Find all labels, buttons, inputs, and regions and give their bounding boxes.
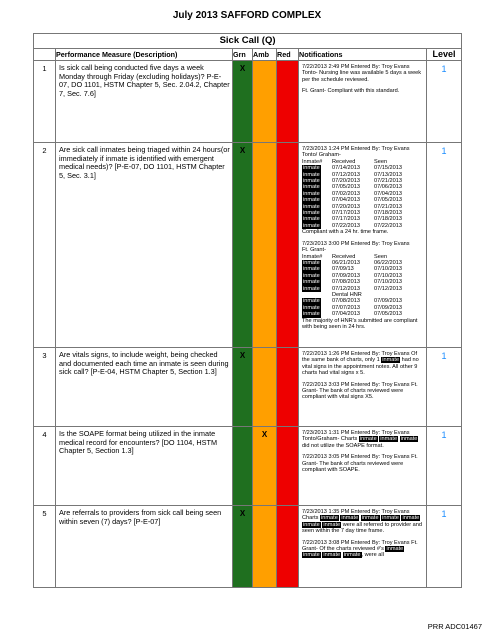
redaction: inmate (303, 304, 320, 311)
notifications: 7/22/2013 1:26 PM Entered By: Troy Evans Of the same bank of charts, only 1 inmate had no vital signs in the appointment notes. All other 9 charts had vital signs x 5. 7/22/2013 3:03 PM Entered By: Troy Evans Ft. Grant- The bank of charts reviewed were compliant with vital signs X5. (299, 348, 427, 427)
red-cell (277, 348, 299, 427)
level-value: 1 (427, 348, 462, 427)
red-header: Red (277, 49, 299, 61)
triage-row: inmate 07/20/2013 07/21/2013 (303, 178, 402, 185)
grn-cell (233, 427, 253, 506)
notifications: 7/23/2013 1:35 PM Entered By: Troy Evans Charts inmate inmate inmate inmate inmate inmate inmate were all referred to provider and seen within the 7 day time frame. 7/22/2013 3:08 PM Entered By: Troy Evans Ft. Grant- Of the charts reviewed #'s inmate inmate inmate inmate, were all (299, 506, 427, 588)
grn-cell: X (233, 506, 253, 588)
grn-cell: X (233, 61, 253, 143)
level-value: 1 (427, 427, 462, 506)
triage-row: inmate 07/05/2013 07/06/2013 (303, 184, 402, 191)
row-number: 4 (34, 427, 56, 506)
grn-cell: X (233, 348, 253, 427)
page-title: July 2013 SAFFORD COMPLEX (172, 10, 322, 21)
redaction: inmate (303, 311, 320, 318)
measure-description: Are referrals to providers from sick call being seen within seven (7) days? [P-E-07] (56, 506, 233, 588)
redaction: inmate (303, 165, 320, 172)
notifications: 7/22/2013 2:49 PM Entered By: Troy Evans Tonto- Nursing line was available 5 days a week per the schedule reviewed. Ft. Grant- Compliant with this standard. (299, 61, 427, 143)
num-header (34, 49, 56, 61)
level-value: 1 (427, 506, 462, 588)
triage-row: inmate 07/22/2013 07/22/2013 (303, 222, 402, 229)
redaction: inmate (303, 259, 320, 266)
triage-row: inmate 07/20/2013 07/21/2013 (303, 203, 402, 210)
redaction: inmate (303, 279, 320, 286)
redaction: inmate (359, 436, 377, 443)
amb-cell (253, 143, 277, 348)
level-value: 1 (427, 143, 462, 348)
amb-cell (253, 348, 277, 427)
redaction: inmate (303, 210, 320, 217)
triage-row: inmate 07/07/2013 07/09/2013 (303, 304, 402, 311)
triage-row: inmate 07/17/2013 07/18/2013 (303, 210, 402, 217)
triage-table-tonto (302, 165, 423, 229)
redaction: inmate (380, 436, 398, 443)
triage-row: inmate 06/21/2013 06/22/2013 (303, 259, 402, 266)
table-row (34, 61, 462, 143)
notifications: 7/23/2013 1:31 PM Entered By: Troy Evans Tonto/Graham- Charts inmate inmate inmate did not utilize the SOAPE format. 7/22/2013 3:05 PM Entered By: Troy Evans Ft. Grant- The bank of charts reviewed were compliant with SOAPE. (299, 427, 427, 506)
measure-header: Performance Measure (Description) (56, 49, 233, 61)
triage-row: Dental HNR (332, 291, 362, 298)
amb-cell (253, 506, 277, 588)
red-cell (277, 427, 299, 506)
table-row (34, 348, 462, 427)
triage-row: inmate 07/08/2013 07/10/2013 (303, 279, 402, 286)
triage-row: inmate 07/17/2013 07/18/2013 (303, 216, 402, 223)
notes-header: Notifications (299, 49, 427, 61)
amb-header: Amb (253, 49, 277, 61)
measure-description: Is the SOAPE format being utilized in the inmate medical record for encounters? [DO 1104, HSTM Chapter 5, Section 1.3] (56, 427, 233, 506)
triage-row: inmate 07/04/2013 07/05/2013 (303, 197, 402, 204)
triage-table-ftgrant (302, 260, 423, 318)
redaction: inmate (303, 298, 320, 305)
row-number: 5 (34, 506, 56, 588)
redaction: inmate (303, 222, 320, 229)
row-number: 1 (34, 61, 56, 143)
section-title: Sick Call (Q) (34, 34, 462, 49)
triage-row: inmate 07/12/2013 07/12/2013 (303, 285, 402, 292)
red-cell (277, 506, 299, 588)
red-cell (277, 143, 299, 348)
redaction: inmate (303, 203, 320, 210)
triage-row: inmate 07/02/2013 07/04/2013 (303, 190, 402, 197)
redaction: inmate (382, 357, 400, 364)
bates-number: PRR ADC01467 (427, 622, 482, 631)
grn-header: Grn (233, 49, 253, 61)
redaction: inmate (303, 272, 320, 279)
triage-row: inmate 07/09/2013 07/10/2013 (303, 272, 402, 279)
triage-row: inmate 07/04/2013 07/05/2013 (303, 311, 402, 318)
redaction: inmate (303, 285, 320, 292)
triage-row: inmate 07/12/2013 07/13/2013 (303, 171, 402, 178)
row-number: 3 (34, 348, 56, 427)
measure-description: Are sick call inmates being triaged within 24 hours(or immediately if inmate is identified with emergent medical needs)? [P-E-07, DO 1101, HSTM Chapter 5, Sec. 3.1] (56, 143, 233, 348)
red-cell (277, 61, 299, 143)
redaction: inmate (303, 197, 320, 204)
amb-cell: X (253, 427, 277, 506)
row-number: 2 (34, 143, 56, 348)
redaction: inmate (303, 171, 320, 178)
table-row (34, 143, 462, 348)
triage-row: inmate 07/14/2013 07/15/2013 (303, 165, 402, 172)
triage-row: inmate 07/08/2013 07/09/2013 (303, 298, 402, 305)
redaction: inmate (303, 266, 320, 273)
amb-cell (253, 61, 277, 143)
table-row (34, 427, 462, 506)
measure-description: Are vitals signs, to include weight, being checked and documented each time an inmate is seen during sick call? [P-E-04, HSTM Chapter 5, Section 1.3] (56, 348, 233, 427)
measure-description: Is sick call being conducted five days a week Monday through Friday (excluding holidays)? P-E-07, DO 1101, HSTM Chapter 5, Sec. 2.04.2, Chapter 7, Sec. 7.6] (56, 61, 233, 143)
redaction: inmate (400, 436, 418, 443)
triage-row: inmate 07/09/13 07/10/2013 (303, 266, 402, 273)
notifications: 7/23/2013 1:24 PM Entered By: Troy Evans Tonto/ Graham- Inmate# Received Seen inmate 07/14/2013 07/15/2013 inmate 07/12/2013 07/13/2013 inmate 07/20/2013 07/21/2013 inmate 07/05/2013 07/06/2013 inmate 07/02/2013 07/04/2013 inmate 07/04/2013 07/05/2013 inmate 07/20/2013 07/21/2013 inmate 07/17/2013 07/18/2013 inmate 07/17/2013 07/18/2013 inmate 07/22/2013 07/22/2013 Compliant with a 24 hr. time frame. 7/23/2013 3:00 PM Entered By: Troy Evans Ft. Grant- Inmate# Received Seen inmate 06/21/2013 06/22/2013 inmate 07/09/13 07/10/2013 inmate 07/09/2013 07/10/2013 inmate 07/08/2013 07/10/2013 inmate 07/12/2013 07/12/2013 Dental HNR inmate 07/08/2013 07/09/2013 inmate 07/07/2013 07/09/2013 inmate 07/04/2013 07/05/2013 The majority of HNR's submitted are compliant with being seen in 24 hrs. (299, 143, 427, 348)
level-value: 1 (427, 61, 462, 143)
redaction: inmate (303, 178, 320, 185)
grn-cell: X (233, 143, 253, 348)
redaction: inmate (303, 184, 320, 191)
sick-call-table (33, 33, 462, 588)
redaction: inmate (303, 190, 320, 197)
redaction: inmate (303, 216, 320, 223)
level-header: Level (427, 49, 462, 61)
table-row (34, 506, 462, 588)
